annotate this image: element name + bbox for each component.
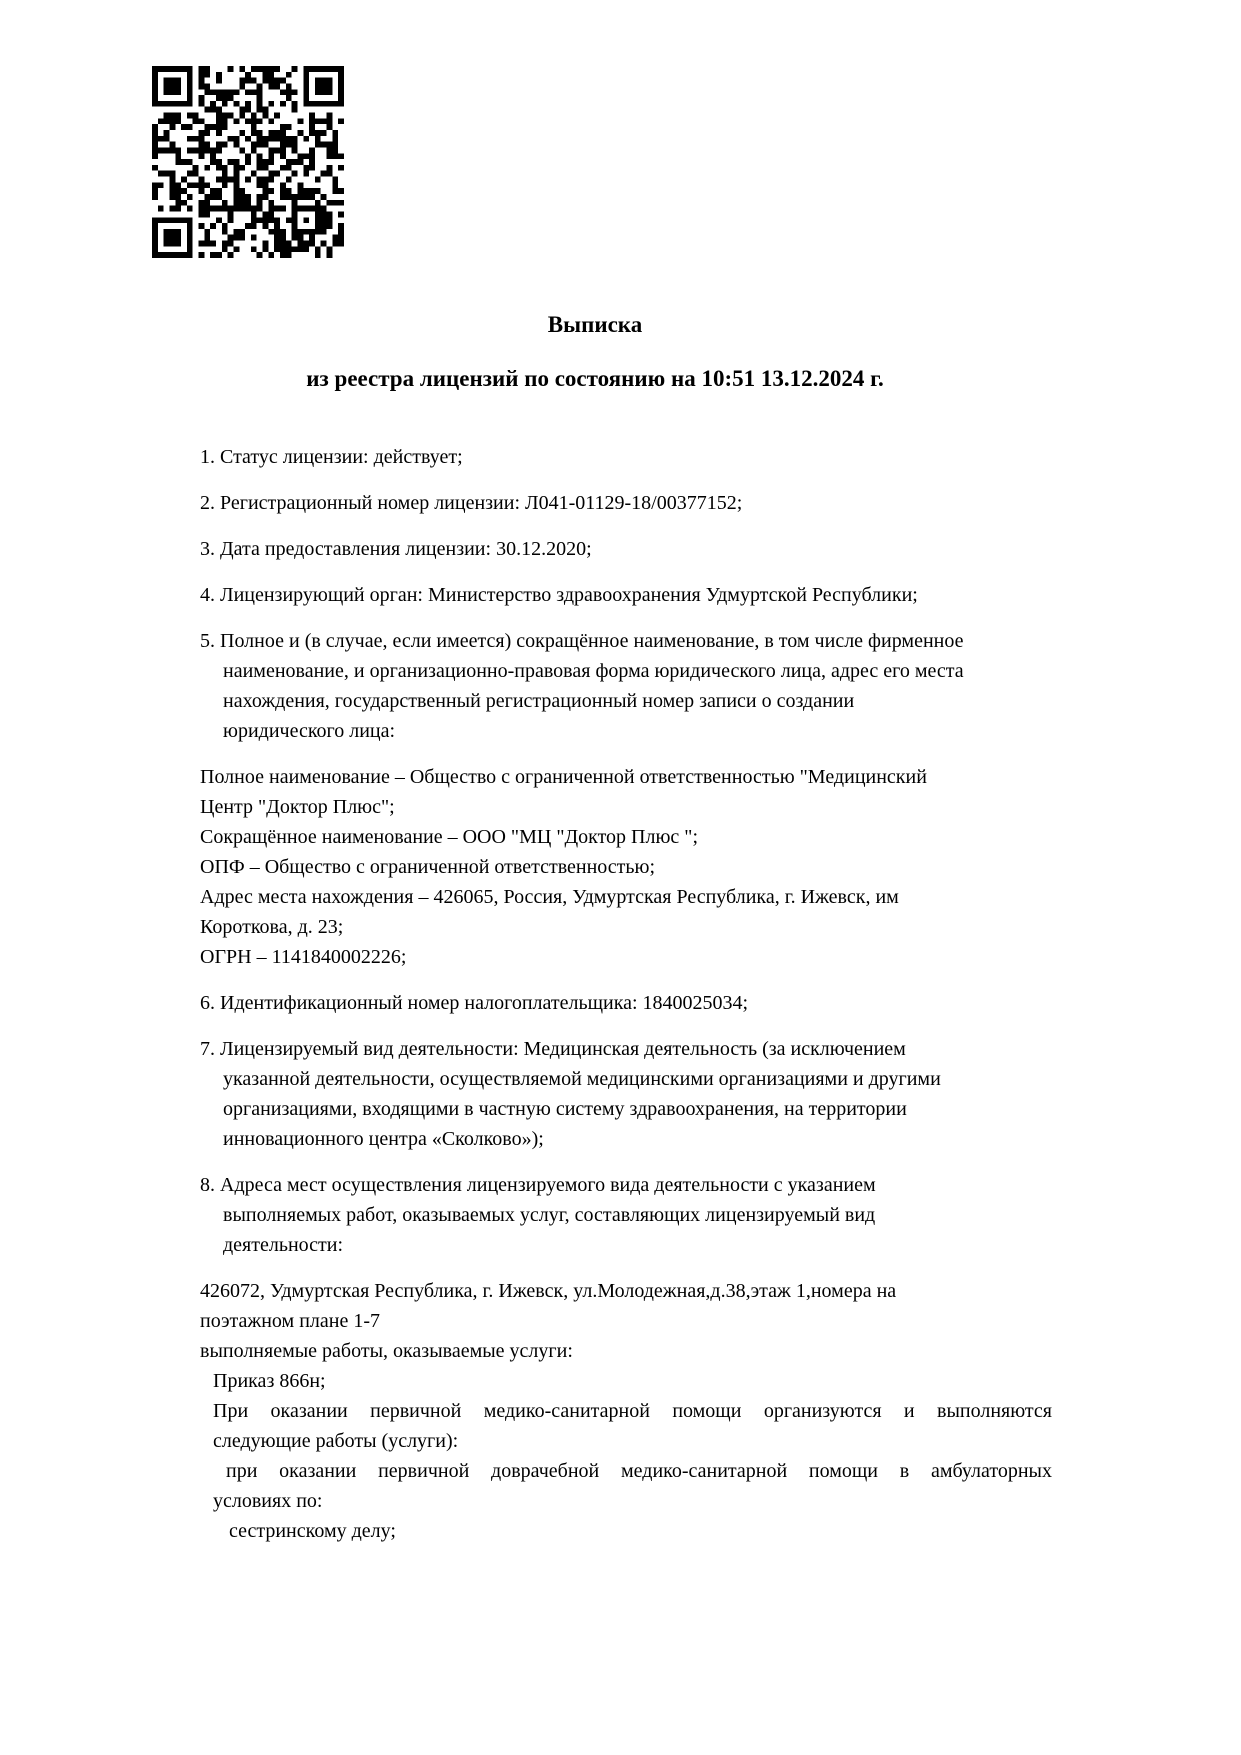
document-line: наименование, и организационно-правовая форма юридического лица, адрес его места — [223, 660, 964, 682]
document-line: ОПФ – Общество с ограниченной ответственностью; — [200, 856, 656, 878]
document-line: При оказании первичной медико-санитарной помощи организуются и выполняются — [213, 1400, 1052, 1422]
paragraph — [200, 534, 1052, 564]
paragraph — [200, 442, 1052, 472]
document-line: 4. Лицензирующий орган: Министерство здравоохранения Удмуртской Республики; — [200, 584, 918, 606]
document-line: нахождения, государственный регистрационный номер записи о создании — [223, 690, 855, 712]
document-line: Приказ 866н; — [213, 1370, 326, 1392]
document-line: организациями, входящими в частную систему здравоохранения, на территории — [223, 1098, 907, 1120]
document-line: 6. Идентификационный номер налогоплательщика: 1840025034; — [200, 992, 749, 1014]
paragraph — [200, 1170, 1052, 1260]
document-line: сестринскому делу; — [229, 1520, 396, 1542]
document-line: условиях по: — [213, 1490, 323, 1512]
paragraph — [200, 1276, 1052, 1546]
document-line: Короткова, д. 23; — [200, 916, 344, 938]
document-line: 2. Регистрационный номер лицензии: Л041-01129-18/00377152; — [200, 492, 743, 514]
qr-code-icon — [152, 66, 344, 258]
document-line: выполняемые работы, оказываемые услуги: — [200, 1340, 573, 1362]
document-body — [200, 442, 1052, 1546]
document-line: 7. Лицензируемый вид деятельности: Медицинская деятельность (за исключением — [200, 1038, 906, 1060]
document-line: Полное наименование – Общество с ограниченной ответственностью "Медицинский — [200, 766, 927, 788]
document-line: 1. Статус лицензии: действует; — [200, 446, 463, 468]
paragraph — [200, 988, 1052, 1018]
document-line: Сокращённое наименование – ООО "МЦ "Доктор Плюс "; — [200, 826, 699, 848]
document-line: поэтажном плане 1-7 — [200, 1310, 380, 1332]
paragraph — [200, 762, 1052, 972]
document-line: Центр "Доктор Плюс"; — [200, 796, 395, 818]
document-line: юридического лица: — [223, 720, 396, 742]
document-line: инновационного центра «Сколково»); — [223, 1128, 544, 1150]
document-line: указанной деятельности, осуществляемой медицинскими организациями и другими — [223, 1068, 941, 1090]
document-line: при оказании первичной доврачебной медико-санитарной помощи в амбулаторных — [226, 1460, 1052, 1482]
document-line: Адрес места нахождения – 426065, Россия, Удмуртская Республика, г. Ижевск, им — [200, 886, 899, 908]
paragraph — [200, 626, 1052, 746]
paragraph — [200, 1034, 1052, 1154]
paragraph — [200, 580, 1052, 610]
document-title: Выписка — [547, 312, 643, 337]
document-line: деятельности: — [223, 1234, 344, 1256]
document-line: выполняемых работ, оказываемых услуг, составляющих лицензируемый вид — [223, 1204, 876, 1226]
document-line: 426072, Удмуртская Республика, г. Ижевск, ул.Молодежная,д.38,этаж 1,номера на — [200, 1280, 897, 1302]
paragraph — [200, 488, 1052, 518]
document-line: ОГРН – 1141840002226; — [200, 946, 407, 968]
document-subtitle: из реестра лицензий по состоянию на 10:51 13.12.2024 г. — [306, 366, 884, 391]
document-line: следующие работы (услуги): — [213, 1430, 459, 1452]
document-line: 3. Дата предоставления лицензии: 30.12.2020; — [200, 538, 592, 560]
document-line: 8. Адреса мест осуществления лицензируемого вида деятельности с указанием — [200, 1174, 876, 1196]
document-line: 5. Полное и (в случае, если имеется) сокращённое наименование, в том числе фирменное — [200, 630, 964, 652]
